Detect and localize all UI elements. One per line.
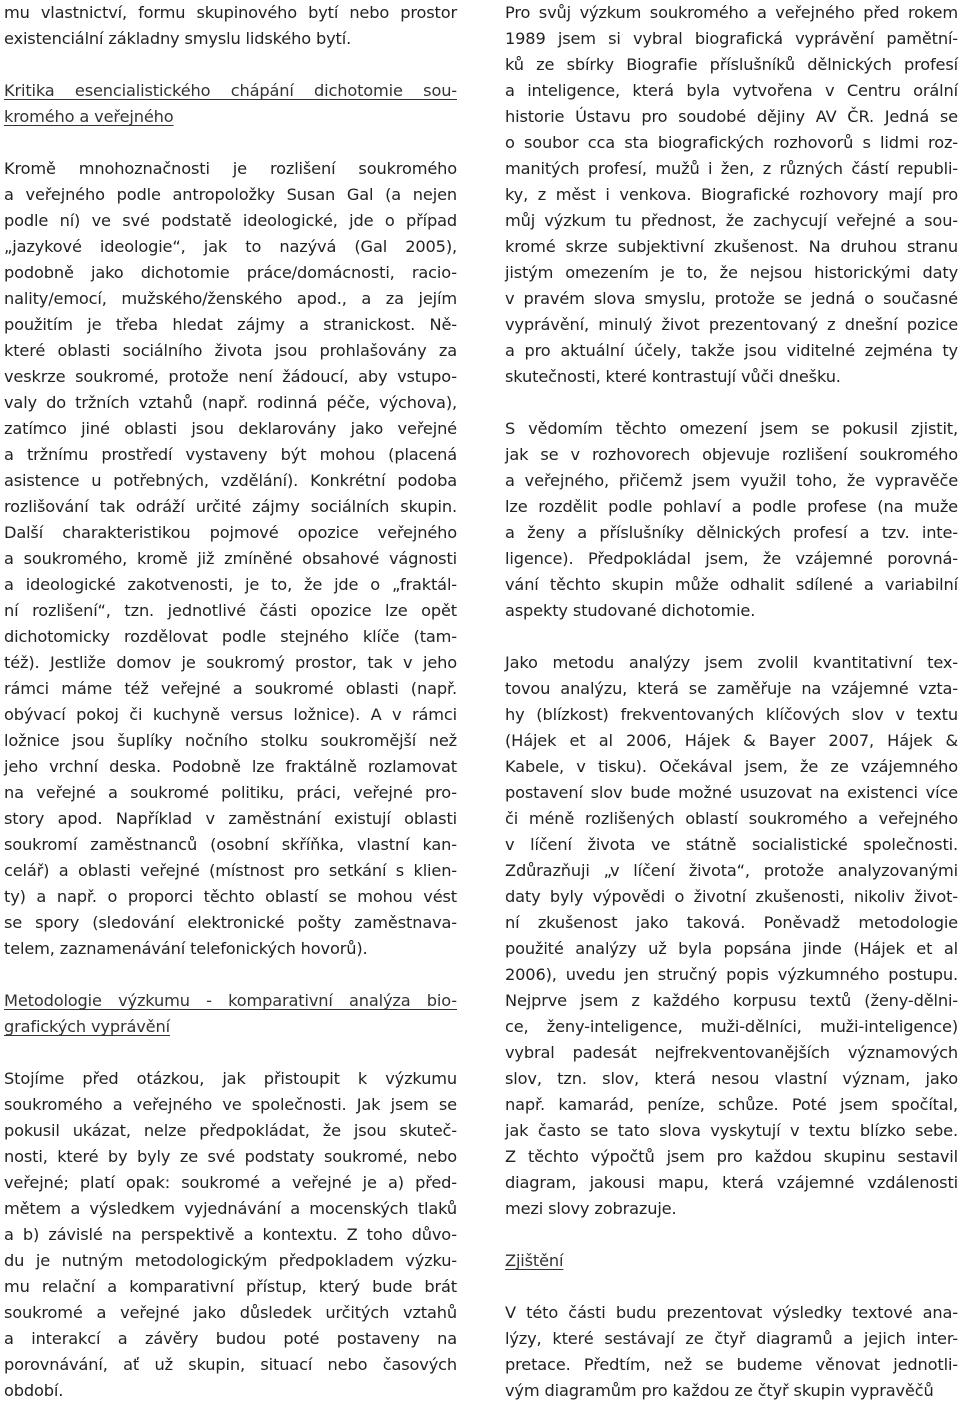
heading-line: grafických vyprávění bbox=[4, 1017, 170, 1036]
text-line: vybral padesát nejfrekventovanějších významových bbox=[505, 1043, 958, 1062]
findings-paragraph bbox=[505, 1300, 958, 1404]
text-line: např. kamarád, peníze, schůze. Poté jsem spočítal, bbox=[505, 1095, 958, 1114]
text-line: slov, tzn. slov, která nesou vlastní význam, jako bbox=[505, 1069, 958, 1088]
text-line: historie Ústavu pro soudobé dějiny AV ČR. Jedná se bbox=[505, 107, 958, 126]
text-line: tovou analýzu, která se zaměřuje na vzájemné vzta- bbox=[505, 679, 958, 698]
text-line: a inteligence, která byla vytvořena v Centru orální bbox=[505, 81, 958, 100]
text-line: postavení slov bude možné usuzovat na existenci více bbox=[505, 783, 958, 802]
text-line: a interakcí a závěry budou poté postaveny na bbox=[4, 1329, 457, 1348]
text-line: porovnávání, ať už skupin, situací nebo časových bbox=[4, 1355, 457, 1374]
text-line: mezi slovy zobrazuje. bbox=[505, 1199, 677, 1218]
text-line: 2006), uvedu jen stručný popis výzkumného postupu. bbox=[505, 965, 958, 984]
text-line: lýzy, které sestávají ze čtyř diagramů a jejich inter- bbox=[505, 1329, 958, 1348]
text-line: ligence). Předpokládal jsem, že vzájemné porovná- bbox=[505, 549, 958, 568]
analysis-method-paragraph bbox=[505, 650, 958, 1222]
text-line: rámci máme též veřejné a soukromé oblasti (např. bbox=[4, 679, 457, 698]
text-line: podle ní) ve své podstatě ideologické, jde o případ bbox=[4, 211, 457, 230]
text-line: Další charakteristikou pojmové opozice veřejného bbox=[4, 523, 457, 542]
text-line: celář) a oblasti veřejné (místnost pro setkání s klien- bbox=[4, 861, 457, 880]
text-line: diagram, jakousi mapu, která vzájemné vzdálenosti bbox=[505, 1173, 958, 1192]
text-line: a veřejného podle antropoložky Susan Gal (a nejen bbox=[4, 185, 457, 204]
heading-line: Kritika esencialistického chápání dichotomie sou- bbox=[4, 81, 457, 100]
left-column bbox=[4, 0, 457, 1404]
text-line: S vědomím těchto omezení jsem se pokusil zjistit, bbox=[505, 419, 958, 438]
text-line: pretace. Předtím, než se budeme věnovat jednotli- bbox=[505, 1355, 958, 1374]
text-line: veřejné; platí opak: soukromé a veřejné je a) před- bbox=[4, 1173, 457, 1192]
text-line: a ideologické zakotvenosti, je to, že jde o „fraktál- bbox=[4, 575, 457, 594]
text-line: ložnice jsou šuplíky nočního stolku soukromější než bbox=[4, 731, 457, 750]
text-line: telem, zaznamenávání telefonických hovorů). bbox=[4, 939, 368, 958]
text-line: obývací pokoj či kuchyně versus ložnice). A v rámci bbox=[4, 705, 457, 724]
text-line: nosti, které by byly ze své podstaty soukromé, nebo bbox=[4, 1147, 457, 1166]
critique-paragraph bbox=[4, 156, 457, 962]
text-line: (Hájek et al 2006, Hájek & Bayer 2007, Hájek & bbox=[505, 731, 958, 750]
text-line: V této části budu prezentovat výsledky textové ana- bbox=[505, 1303, 958, 1322]
text-line: vání těchto skupin může odhalit sdílené a variabilní bbox=[505, 575, 958, 594]
text-line: v pravém slova smyslu, protože se jedná o současné bbox=[505, 289, 958, 308]
text-line: Zdůrazňuji „v líčení života“, protože analyzovanými bbox=[505, 861, 958, 880]
text-line: ce, ženy-inteligence, muži-dělníci, muži-inteligence) bbox=[505, 1017, 958, 1036]
section-heading-critique bbox=[4, 78, 457, 130]
text-line: které oblasti sociálního života jsou prohlašovány za bbox=[4, 341, 457, 360]
text-line: pokusil ukázat, nelze předpokládat, že jsou skuteč- bbox=[4, 1121, 457, 1140]
text-line: též). Jestliže domov je soukromý prostor, tak v jeho bbox=[4, 653, 457, 672]
text-line: Stojíme před otázkou, jak přistoupit k výzkumu bbox=[4, 1069, 457, 1088]
text-line: a b) závislé na perspektivě a kontextu. Z toho důvo- bbox=[4, 1225, 457, 1244]
text-line: Kromě mnohoznačnosti je rozlišení soukromého bbox=[4, 159, 457, 178]
text-line: existenciální základny smyslu lidského bytí. bbox=[4, 29, 352, 48]
text-line: a veřejného, přičemž jsem využil toho, že vypravěče bbox=[505, 471, 958, 490]
text-line: ky, z měst i venkova. Biografické rozhovory mají pro bbox=[505, 185, 958, 204]
text-line: soukromé a veřejné jako důsledek určitých vztahů bbox=[4, 1303, 457, 1322]
text-line: 1989 jsem si vybral biografická vyprávění pamětní- bbox=[505, 29, 958, 48]
text-line: ků ze sbírky Biografie příslušníků dělnických profesí bbox=[505, 55, 958, 74]
text-line: a soukromého, kromě již zmíněné obsahové vágnosti bbox=[4, 549, 457, 568]
text-line: soukromí zaměstnanců (osobní skříňka, vlastní kan- bbox=[4, 835, 457, 854]
text-line: se spory (sledování elektronické pošty zaměstnava- bbox=[4, 913, 457, 932]
text-line: Kabele, v tisku). Očekával jsem, že ze vzájemného bbox=[505, 757, 958, 776]
text-line: vým diagramům pro každou ze čtyř skupin vypravěčů bbox=[505, 1381, 934, 1400]
text-line: ní zkušenost jako taková. Poněvadž metodologie bbox=[505, 913, 958, 932]
text-line: zatímco jiné oblasti jsou deklarovány jako veřejné bbox=[4, 419, 457, 438]
text-line: Pro svůj výzkum soukromého a veřejného před rokem bbox=[505, 3, 958, 22]
text-line: ty) a např. o proporci těchto oblastí se mohou vést bbox=[4, 887, 457, 906]
text-line: nality/emocí, mužského/ženského apod., a za jejím bbox=[4, 289, 457, 308]
text-line: hy (blízkost) frekventovaných klíčových slov v textu bbox=[505, 705, 958, 724]
text-line: či méně rozlišených oblastí soukromého a veřejného bbox=[505, 809, 958, 828]
text-line: story apod. Například v zaměstnání existují oblasti bbox=[4, 809, 457, 828]
text-line: Z těchto výpočtů jsem pro každou skupinu sestavil bbox=[505, 1147, 958, 1166]
section-heading-methodology bbox=[4, 988, 457, 1040]
text-line: aspekty studované dichotomie. bbox=[505, 601, 756, 620]
text-line: jak často se tato slova vyskytují v textu blízko sebe. bbox=[505, 1121, 958, 1140]
heading-line: Zjištění bbox=[505, 1251, 564, 1270]
limitations-paragraph bbox=[505, 416, 958, 624]
text-line: veskrze soukromé, protože není žádoucí, aby vstupo- bbox=[4, 367, 457, 386]
text-line: použité analýzy už byla popsána jinde (Hájek et al bbox=[505, 939, 958, 958]
text-line: „jazykové ideologie“, jak to nazývá (Gal 2005), bbox=[4, 237, 457, 256]
text-line: a ženy a příslušníky dělnických profesí a tzv. inte- bbox=[505, 523, 958, 542]
text-line: ní rozlišení“, tzn. jednotlivé části opozice lze opět bbox=[4, 601, 457, 620]
text-line: Nejprve jsem z každého korpusu textů (ženy-dělni- bbox=[505, 991, 958, 1010]
text-line: použitím je třeba hledat zájmy a stranickost. Ně- bbox=[4, 315, 457, 334]
text-line: lze rozdělit podle pohlaví a podle profese (na muže bbox=[505, 497, 958, 516]
text-line: a pro aktuální účely, takže jsou viditelné zejména ty bbox=[505, 341, 958, 360]
text-line: v líčení života ve státně socialistické společnosti. bbox=[505, 835, 958, 854]
text-line: jistým omezením je to, že nejsou historickými daty bbox=[505, 263, 958, 282]
text-line: podobně jako dichotomie práce/domácnosti, racio- bbox=[4, 263, 457, 282]
heading-line: kromého a veřejného bbox=[4, 107, 174, 126]
text-line: jak se v rozhovorech objevuje rozlišení soukromého bbox=[505, 445, 958, 464]
section-heading-findings bbox=[505, 1248, 958, 1274]
text-line: můj výzkum tu přednost, že zachycují veřejné a sou- bbox=[505, 211, 958, 230]
methodology-paragraph bbox=[4, 1066, 457, 1404]
text-line: mětem a výsledkem vyjednávání a mocenských tlaků bbox=[4, 1199, 457, 1218]
text-line: valy do tržních vztahů (např. rodinná péče, výchova), bbox=[4, 393, 457, 412]
sources-paragraph bbox=[505, 0, 958, 390]
text-line: období. bbox=[4, 1381, 64, 1400]
text-line: mu relační a komparativní přístup, který bude brát bbox=[4, 1277, 457, 1296]
text-line: kromé skrze subjektivní zkušenost. Na druhou stranu bbox=[505, 237, 958, 256]
text-line: Jako metodu analýzy jsem zvolil kvantitativní tex- bbox=[505, 653, 958, 672]
text-line: na veřejné a soukromé politiku, práci, veřejné pro- bbox=[4, 783, 457, 802]
text-line: skutečnosti, které kontrastují vůči dnešku. bbox=[505, 367, 841, 386]
text-line: mu vlastnictví, formu skupinového bytí nebo prostor bbox=[4, 3, 457, 22]
text-line: a tržnímu prostředí vystaveny být mohou (placená bbox=[4, 445, 457, 464]
intro-paragraph bbox=[4, 0, 457, 52]
text-line: manitých profesí, mužů i žen, z různých částí republi- bbox=[505, 159, 958, 178]
text-line: rozlišování tak odráží určité zájmy sociálních skupin. bbox=[4, 497, 457, 516]
text-line: vyprávění, minulý život prezentovaný z dnešní pozice bbox=[505, 315, 958, 334]
text-line: soukromého a veřejného ve společnosti. Jak jsem se bbox=[4, 1095, 457, 1114]
text-line: dichotomicky rozdělovat podle stejného klíče (tam- bbox=[4, 627, 457, 646]
text-line: asistence u potřebných, vzdělání). Konkrétní podoba bbox=[4, 471, 457, 490]
right-column bbox=[505, 0, 958, 1404]
text-line: du je nutným metodologickým předpokladem výzku- bbox=[4, 1251, 457, 1270]
text-line: jeho vrchní deska. Podobně lze fraktálně rozlamovat bbox=[4, 757, 457, 776]
text-line: o soubor cca sta biografických rozhovorů s lidmi roz- bbox=[505, 133, 958, 152]
heading-line: Metodologie výzkumu - komparativní analýza bio- bbox=[4, 991, 457, 1010]
text-line: daty byly výpovědi o životní zkušenosti, nikoliv život- bbox=[505, 887, 958, 906]
